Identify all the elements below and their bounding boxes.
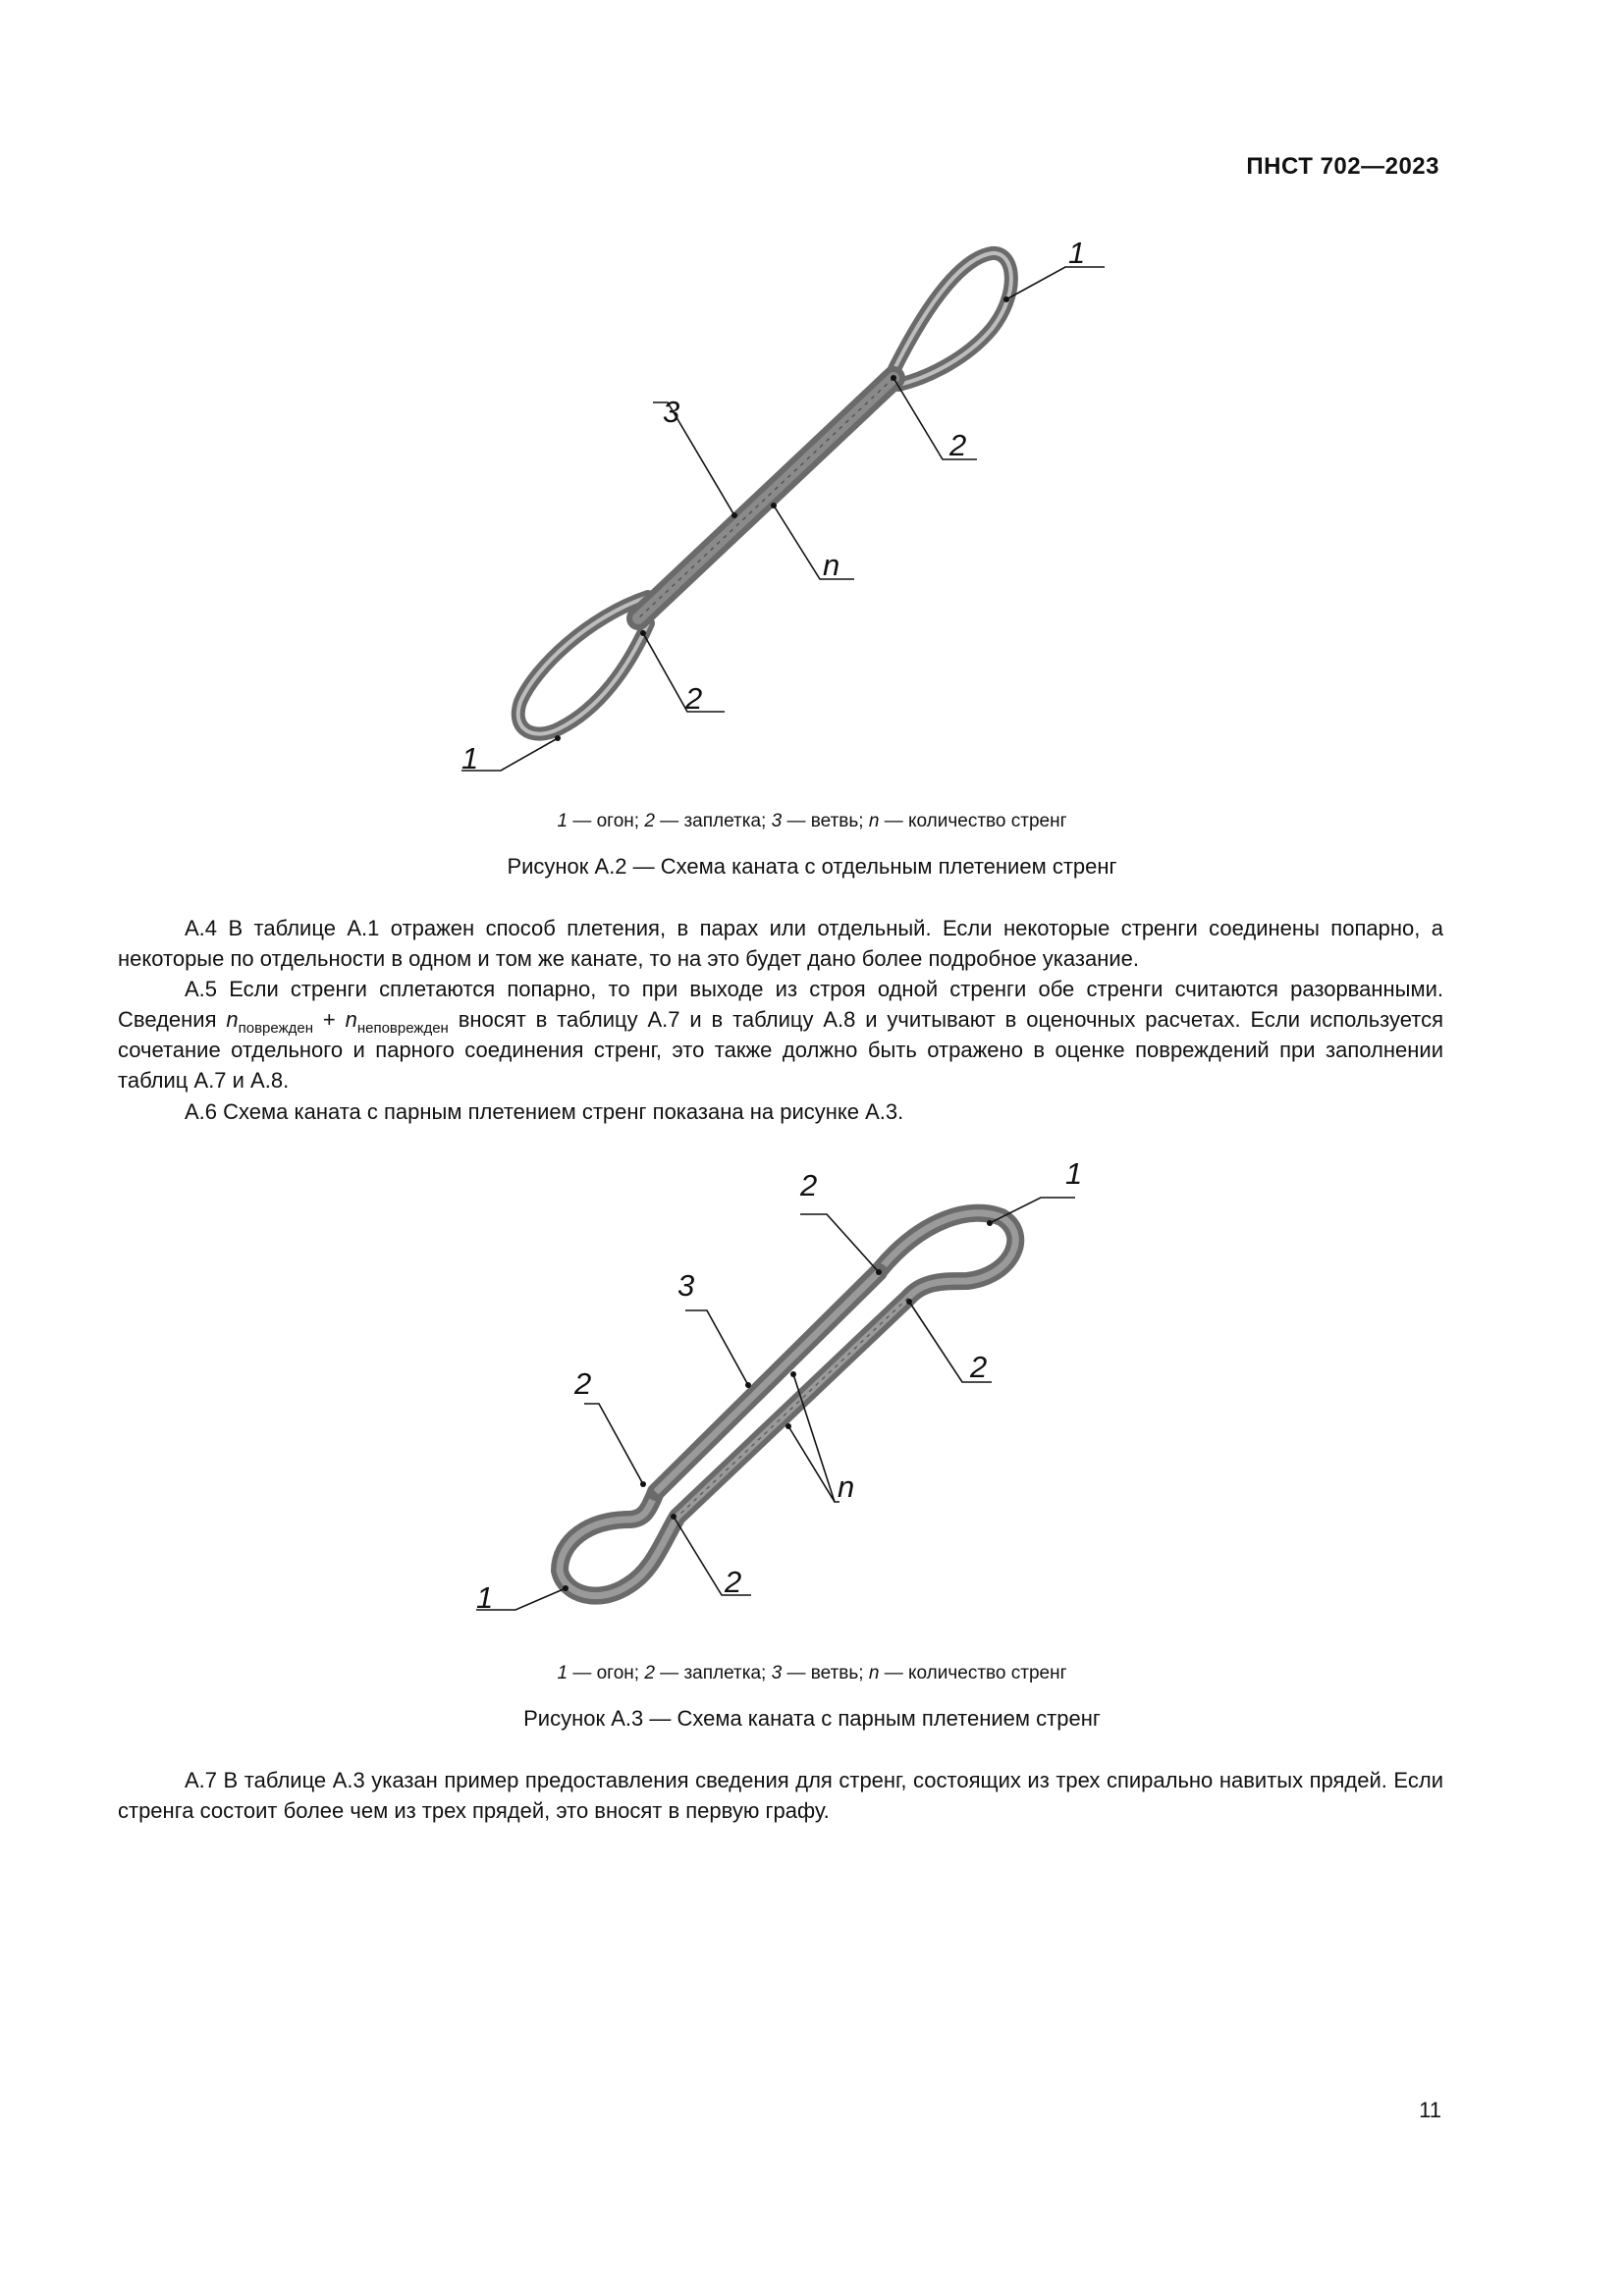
paragraph-a6: А.6 Схема каната с парным плетением стренг показана на рисунке А.3. (185, 1099, 904, 1124)
document-number: ПНСТ 702—2023 (1246, 153, 1439, 180)
label-strand-count: n (838, 1469, 855, 1504)
figure-a2 (0, 236, 1624, 795)
label-eye-top: 1 (1068, 236, 1086, 270)
figure-a3-drawing (0, 1148, 1624, 1649)
figure-a2-caption: Рисунок А.2 — Схема каната с отдельным плетением стренг (507, 854, 1117, 879)
figure-a2-legend: 1 — огон; 2 — заплетка; 3 — ветвь; n — количество стренг (557, 811, 1067, 831)
label-eye-bottom: 1 (476, 1580, 494, 1615)
figure-a3 (0, 1148, 1624, 1649)
label-splice-bottom: 2 (685, 681, 703, 716)
label-splice-top-left: 2 (800, 1168, 818, 1202)
label-branch: 3 (677, 1268, 695, 1303)
rope-paired-strands (560, 1213, 1015, 1596)
label-splice-left: 2 (574, 1366, 592, 1401)
figure-a3-legend: 1 — огон; 2 — заплетка; 3 — ветвь; n — количество стренг (557, 1663, 1067, 1683)
paragraph-a7: А.7 В таблице А.3 указан пример предоставления сведения для стренг, состоящих из трех спирально навитых прядей. Если стренга состоит более чем из трех прядей, это вносят в первую графу. (118, 1768, 1443, 1823)
label-splice-top-right: 2 (970, 1350, 988, 1384)
label-splice-top: 2 (949, 428, 967, 462)
label-strand-count: n (823, 548, 840, 582)
label-eye-bottom: 1 (461, 741, 479, 775)
paragraph-a4: А.4 В таблице А.1 отражен способ плетения, в парах или отдельный. Если некоторые стренги соединены попарно, а некоторые по отдельности в одном и том же канате, то на это будет дано более подробное указание. (118, 916, 1443, 971)
paragraph-a5: А.5 Если стренги сплетаются попарно, то при выходе из строя одной стренги обе стренги считаются разорванными. Сведения $n_{поврежден} + n_{неповрежден}$ вносят в таблицу А.7 и в таблицу А.8 и учитывают в оценочных расчетах. Если используется сочетание отдельного и парного соединения стренг, это также должно быть отражено в оценке повреждений при заполнении таблиц А.7 и А.8. (118, 977, 1443, 1093)
label-eye-top: 1 (1065, 1156, 1083, 1191)
figure-a3-caption: Рисунок А.3 — Схема каната с парным плетением стренг (523, 1706, 1101, 1731)
figure-a2-drawing (0, 236, 1624, 795)
label-splice-bottom: 2 (725, 1565, 742, 1599)
leader-lines (461, 267, 1105, 771)
page-number: 11 (1419, 2098, 1441, 2122)
rope-separate-strands (518, 253, 1011, 734)
label-branch: 3 (663, 395, 680, 429)
